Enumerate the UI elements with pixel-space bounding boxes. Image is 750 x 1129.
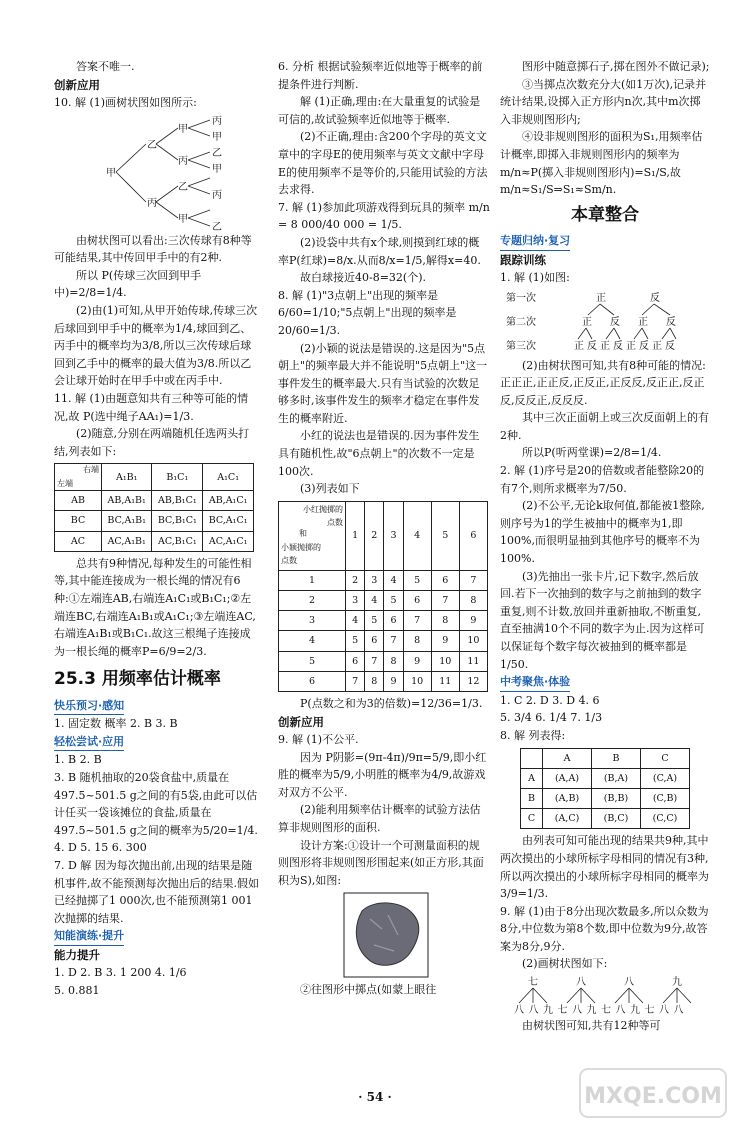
irregular-shape-figure	[278, 889, 490, 981]
section-title: 25.3 用频率估计概率	[54, 669, 221, 690]
q2-part2: (2)不公平,无论k取何值,都能被1整除,则序号为1的学生被抽中的概率为1,即100%,而很明显抽到其他序号的概率不为100%.	[500, 499, 705, 566]
col-header: B₁C₁	[152, 464, 203, 491]
table-row: 1 2 3 4 5 6 7	[279, 570, 488, 590]
svg-text:正反正反正反正反: 正反正反正反正反	[574, 340, 678, 352]
tree-node: 甲	[178, 123, 188, 135]
svg-text:正: 正	[638, 316, 648, 328]
q8-part2: (2)小颖的说法是错误的.这是因为"5点朝上"的频率最大并不能说明"5点朝上"这一事件发生的概率最大.只有当试验的次数足够多时,该事件发生的频率才稳定在事件发生的概率附近.	[278, 341, 488, 425]
table-row: AC AC,A₁B₁ AC,B₁C₁ AC,A₁C₁	[55, 531, 254, 551]
tree-node: 丙	[212, 189, 222, 201]
table-row: 2 3 4 5 6 7 8	[279, 591, 488, 611]
watermark-text: MXQE.COM	[584, 1084, 722, 1109]
q9-cont-2: ③当掷点次数充分大(如1万次),记录并统计结果,设掷入正方形内n次,其中m次掷入非规则图形内;	[500, 77, 707, 126]
heading-preview: 快乐预习·感知	[54, 697, 124, 716]
q8-part3: 小红的说法也是错误的.因为事件发生具有随机性,故"6点朝上"的次数不一定是100次.	[278, 429, 480, 478]
q8-exam-result: 由列表可知可能出现的结果共9种,其中两次摸出的小球所标字母相同的情况有3种,所以两次摸出的小球所标字母相同的概率为3/9=1/3.	[500, 834, 709, 901]
q9-part3: (2)能利用频率估计概率的试验方法估算非规则图形的面积.	[278, 803, 481, 834]
answers-ability-1: 1. D 2. B 3. 1 200 4. 1/6	[54, 966, 187, 980]
svg-text:反: 反	[610, 316, 620, 328]
table-row: BC BC,A₁B₁ BC,B₁C₁ BC,A₁C₁	[55, 511, 254, 531]
q11-part3: 总共有9种情况,每种发生的可能性相等,其中能连接成为一根长绳的情况有6种:①左端连AB,右端连A₁C₁或B₁C₁;②左端连BC,右端连A₁B₁或A₁C₁;③左端连AC,右端连A₁B₁或B₁C₁.故这三根绳子连接成为一根长绳的概率P=6/9=2/3.	[54, 556, 256, 658]
q6-part2: (2)不正确,理由:含200个字母的英文文章中的字母E的使用频率与英文文献中字母E的使用频率不是等价的,只能用试验的方法去求得.	[278, 130, 488, 197]
answers-ability-5: 5. 0.881	[54, 983, 100, 997]
q9-part4: 设计方案:①设计一个可测量面积的规则图形将非规则图形围起来(如正方形,其面积为S),如图:	[278, 838, 484, 887]
table-row: 6 7 8 9 10 11 12	[279, 671, 488, 691]
table-row: A (A,A) (B,A) (C,A)	[521, 768, 690, 788]
svg-text:正: 正	[582, 316, 592, 328]
tree-node: 丙	[147, 197, 157, 209]
col-header: A₁C₁	[203, 464, 254, 491]
answers-try-1: 1. B 2. B	[54, 753, 102, 767]
svg-text:七: 七	[528, 977, 538, 989]
q6-analysis: 6. 分析 根据试验频率近似地等于概率的前提条件进行判断.	[278, 60, 483, 91]
middle-column	[278, 58, 490, 999]
exam-answers-1: 1. C 2. D 3. D 4. 6	[500, 693, 600, 707]
tree-diagram-q10	[54, 112, 260, 232]
table-corner: 右端 左端	[55, 464, 102, 491]
score-tree-diagram	[500, 973, 710, 1017]
q6-part1: 解 (1)正确,理由:在大量重复的试验是可信的,故试验频率近似地等于概率.	[278, 95, 481, 126]
subheading-innovation: 创新应用	[54, 77, 100, 92]
svg-text:反: 反	[666, 316, 676, 328]
svg-text:八: 八	[576, 977, 586, 989]
heading-exam: 中考聚焦·体验	[500, 673, 570, 692]
svg-text:正: 正	[596, 292, 606, 304]
col-header: A₁B₁	[102, 464, 152, 491]
rope-table	[54, 463, 254, 552]
tree-node: 乙	[147, 139, 157, 151]
svg-text:八: 八	[624, 977, 634, 989]
answers-try-7: 7. D 解 因为每次抛出前,出现的结果是随机事件,故不能预测每次抛出后的结果.假如已经抛掷了1 000次,也不能预测第1 001次抛掷的结果.	[54, 858, 259, 925]
q8-part1: 8. 解 (1)"3点朝上"出现的频率是6/60=1/10;"5点朝上"出现的频率是20/60=1/3.	[278, 288, 457, 337]
subheading-tracking: 跟踪训练	[500, 252, 546, 267]
tree-node: 甲	[178, 213, 188, 225]
table-corner: 小红抛掷的点数 和 小颖抛掷的点数	[279, 501, 346, 570]
table-row: 4 5 6 7 8 9 10	[279, 631, 488, 651]
tree-node: 乙	[212, 221, 222, 232]
q1-part2: (2)由树状图可知,共有8种可能的情况:正正正,正正反,正反正,正反反,反正正,反正反,反反正,反反反.	[500, 358, 706, 407]
table-row: C (A,C) (B,C) (C,C)	[521, 809, 690, 829]
coin-tree-diagram	[500, 287, 710, 357]
table-row: AB AB,A₁B₁ AB,B₁C₁ AB,A₁C₁	[55, 491, 254, 511]
chapter-title: 本章整合	[571, 204, 639, 225]
q8-part5: P(点数之和为3的倍数)=12/36=1/3.	[300, 696, 483, 710]
table-row: 3 4 5 6 7 8 9	[279, 611, 488, 631]
subheading-innovation-2: 创新应用	[278, 714, 324, 729]
table-row: 5 6 7 8 9 10 11	[279, 651, 488, 671]
q2-part1: 2. 解 (1)序号是20的倍数或者能整除20的有7个,则所求概率为7/50.	[500, 464, 705, 495]
svg-text:八八九七八九七八九七八八: 八八九七八九七八九七八八	[514, 1005, 688, 1017]
q10-part2: 由树状图可以看出:三次传球有8种等可能结果,其中传回甲手中的有2种.	[54, 233, 252, 265]
row-label: 第三次	[506, 340, 536, 352]
q7-part2: (2)设袋中共有x个球,则摸到红球的概率P(红球)=8/x.从而8/x=1/5,解得x=40.	[278, 235, 481, 267]
q9-cont-1: 图形中随意掷石子,掷在图外不做记录);	[522, 60, 710, 73]
q2-part3: (3)先抽出一张卡片,记下数字,然后放回.若下一次抽到的数字与之前抽到的数字重复,则不计数,放回并重新抽取,不断重复,直至抽满10个不同的数字为止.因为这样可以保证每个数字每次被抽到的概率都是1/50.	[500, 569, 705, 671]
tree-node: 乙	[178, 181, 188, 193]
exam-answers-5: 5. 3/4 6. 1/4 7. 1/3	[500, 711, 603, 725]
answers-preview: 1. 固定数 概率 2. B 3. B	[54, 717, 178, 731]
q10-part3: 所以 P(传球三次回到甲手中)=2/8=1/4.	[54, 268, 202, 300]
q11-part2: (2)随意,分别在两端随机任选两头打结,列表如下:	[54, 427, 250, 458]
q8-exam-intro: 8. 解 列表得:	[500, 728, 566, 742]
tree-node: 甲	[212, 131, 222, 143]
left-column	[54, 58, 260, 1000]
q1-part3: 其中三次正面朝上或三次反面朝上的有2种.	[500, 411, 709, 442]
q7-part3: 故白球接近40-8=32(个).	[300, 271, 427, 285]
q7-part1: 7. 解 (1)参加此项游戏得到玩具的频率 m/n = 8 000/40 000 = 1/5.	[278, 200, 490, 232]
q9-exam-part3: 由树状图可知,共有12种等可	[522, 1019, 661, 1033]
right-column	[500, 58, 710, 1035]
row-label: 第二次	[506, 316, 536, 328]
answer-note: 答案不唯一.	[76, 60, 135, 73]
tree-node: 丙	[212, 115, 222, 127]
q9-exam-part1: 9. 解 (1)由于8分出现次数最多,所以众数为8分,中位数为第8个数,即中位数为9分,故答案为8分,9分.	[500, 904, 709, 953]
q10-part4: (2)由(1)可知,从甲开始传球,传球三次后球回到甲手中的概率为1/4,球回到乙、丙手中的概率均为3/8,所以三次传球后球回到乙手中的概率的最大值为3/8.所以乙会让球开始时在甲手中或在丙手中.	[54, 303, 258, 388]
svg-text:反: 反	[650, 292, 660, 304]
svg-text:九: 九	[672, 977, 682, 989]
heading-try: 轻松尝试·应用	[54, 733, 124, 752]
q9-part5: ②往图形中掷点(如蒙上眼往	[300, 983, 437, 997]
subheading-ability: 能力提升	[54, 947, 100, 962]
tree-node: 甲	[212, 163, 222, 175]
watermark-logo	[578, 1067, 728, 1119]
q9-exam-part2: (2)画树状图如下:	[522, 957, 608, 971]
q9-part1: 9. 解 (1)不公平.	[278, 732, 359, 746]
q10-part1: 10. 解 (1)画树状图如图所示:	[54, 95, 197, 109]
page-number: · 54 ·	[358, 1090, 392, 1104]
heading-summary: 专题归纳·复习	[500, 232, 570, 251]
dice-sum-table: 小红抛掷的点数 和 小颖抛掷的点数 1 2 3 4 5 6 1 2 3 4 5 6 7 2 3 4 5 6 7 8 3 4 5 6 7 8 9 4 5 6 7 8 9 10 5 6 7 8 9 10 11 6 7 8 9 10 11 12	[278, 501, 488, 692]
answers-try-3: 3. B 随机抽取的20袋食盐中,质量在497.5~501.5 g之间的有5袋,由此可以估计任买一袋该摊位的食盐,质量在497.5~501.5 g之间的概率为5/20=1/4.	[54, 770, 258, 837]
ball-letter-table: A B C A (A,A) (B,A) (C,A) B (A,B) (B,B) (C,B) C (A,C) (B,C) (C,C)	[520, 748, 690, 830]
q11-part1: 11. 解 (1)由题意知共有三种等可能的情况,故 P(选中绳子AA₁)=1/3.	[54, 391, 249, 423]
row-label: 第一次	[506, 292, 536, 304]
heading-practice: 知能演练·提升	[54, 927, 124, 946]
q9-cont-3: ④设非规则图形的面积为S₁,用频率估计概率,即掷入非规则图形内的频率为m/n≈P(掷入非规则图形内)=S₁/S,故m/n≈S₁/S⇒S₁≈Sm/n.	[500, 130, 703, 197]
tree-node: 乙	[212, 147, 222, 159]
q9-part2: 因为 P阴影=(9π-4π)/9π=5/9,即小红胜的概率为5/9,小明胜的概率为4/9,故游戏对双方不公平.	[278, 750, 487, 799]
tree-node: 丙	[178, 155, 188, 167]
q1-part4: 所以P(听两堂课)=2/8=1/4.	[522, 446, 662, 460]
tree-node: 甲	[106, 167, 116, 179]
q8-part4: (3)列表如下	[300, 482, 360, 496]
q1-part1: 1. 解 (1)如图:	[500, 270, 570, 284]
answers-try-4: 4. D 5. 15 6. 300	[54, 841, 147, 855]
table-row: B (A,B) (B,B) (C,B)	[521, 788, 690, 808]
